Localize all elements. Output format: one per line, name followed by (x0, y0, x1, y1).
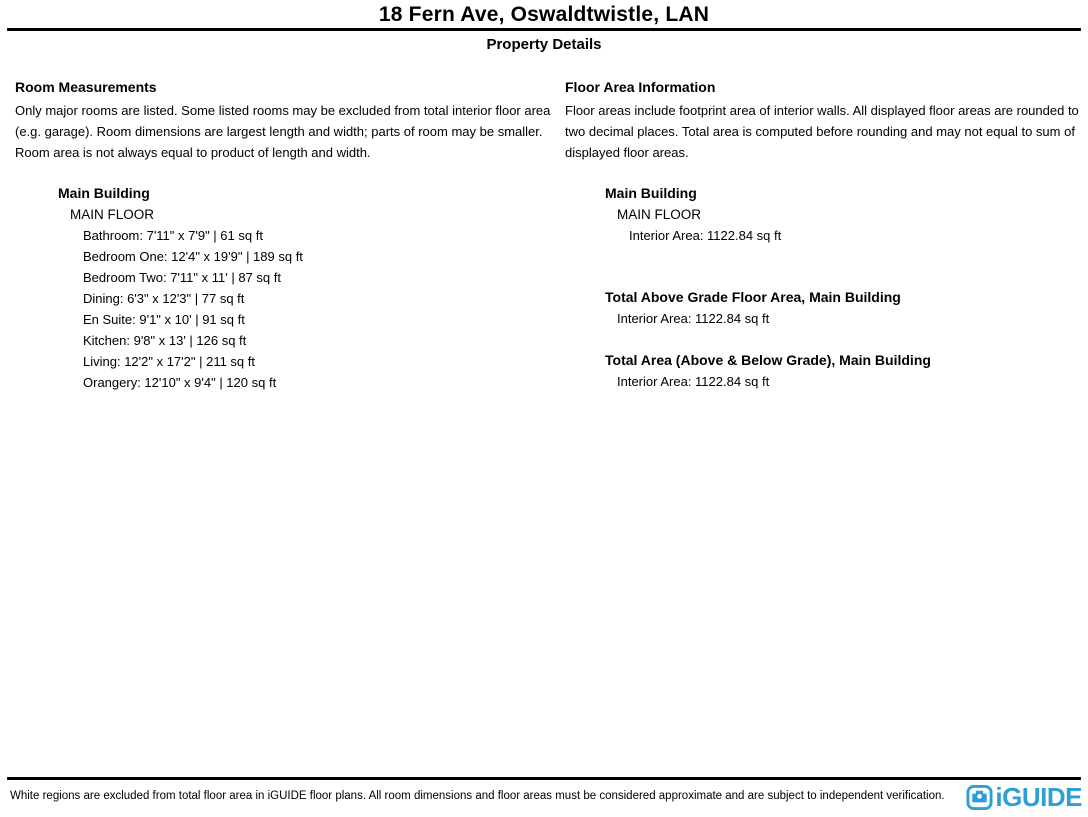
building-name: Main Building (605, 185, 697, 201)
room-measurements-heading: Room Measurements (15, 79, 157, 95)
room-row: Bedroom One: 12'4" x 19'9" | 189 sq ft (83, 249, 303, 264)
content-columns (0, 77, 1088, 393)
total-all-heading: Total Area (Above & Below Grade), Main Building (605, 352, 931, 368)
room-row: En Suite: 9'1" x 10' | 91 sq ft (83, 312, 245, 327)
iguide-camera-icon (966, 784, 993, 811)
footer-row (0, 780, 1088, 811)
floor-area-section (565, 77, 1088, 393)
iguide-logo (966, 784, 1082, 811)
room-row: Dining: 6'3" x 12'3" | 77 sq ft (83, 291, 245, 306)
iguide-logo-text: iGUIDE (995, 782, 1082, 812)
page-subtitle: Property Details (486, 36, 602, 53)
room-row: Kitchen: 9'8" x 13' | 126 sq ft (83, 333, 247, 348)
building-name: Main Building (58, 185, 150, 201)
room-row: Bathroom: 7'11" x 7'9" | 61 sq ft (83, 228, 263, 243)
room-measurements-section (15, 77, 555, 393)
floor-interior-area: Interior Area: 1122.84 sq ft (629, 228, 782, 243)
room-row: Bedroom Two: 7'11" x 11' | 87 sq ft (83, 270, 281, 285)
total-above-grade-heading: Total Above Grade Floor Area, Main Building (605, 289, 901, 305)
room-row: Orangery: 12'10" x 9'4" | 120 sq ft (83, 375, 277, 390)
room-row: Living: 12'2" x 17'2" | 211 sq ft (83, 354, 255, 369)
total-above-grade-interior-area: Interior Area: 1122.84 sq ft (617, 311, 770, 326)
floor-name: MAIN FLOOR (617, 207, 702, 222)
page-title: 18 Fern Ave, Oswaldtwistle, LAN (378, 3, 710, 26)
floor-area-list (565, 183, 1086, 392)
room-measurements-description: Only major rooms are listed. Some listed rooms may be excluded from total interior floor area (e.g. garage). Room dimensions are largest length and width; parts of room may be smaller. Room area is not always equal to product of length and width. (15, 103, 551, 160)
footer-disclaimer: White regions are excluded from total floor area in iGUIDE floor plans. All room dimensions and floor areas must be considered approximate and are subject to independent verification. (10, 789, 945, 802)
floor-area-heading: Floor Area Information (565, 79, 716, 95)
floor-name: MAIN FLOOR (70, 207, 155, 222)
total-all-interior-area: Interior Area: 1122.84 sq ft (617, 374, 770, 389)
floor-area-description: Floor areas include footprint area of interior walls. All displayed floor areas are rounded to two decimal places. Total area is computed before rounding and may not equal to sum of displayed floor areas. (565, 103, 1079, 160)
header-divider (7, 28, 1081, 31)
room-measurements-list (15, 183, 555, 393)
page-footer (0, 777, 1088, 811)
